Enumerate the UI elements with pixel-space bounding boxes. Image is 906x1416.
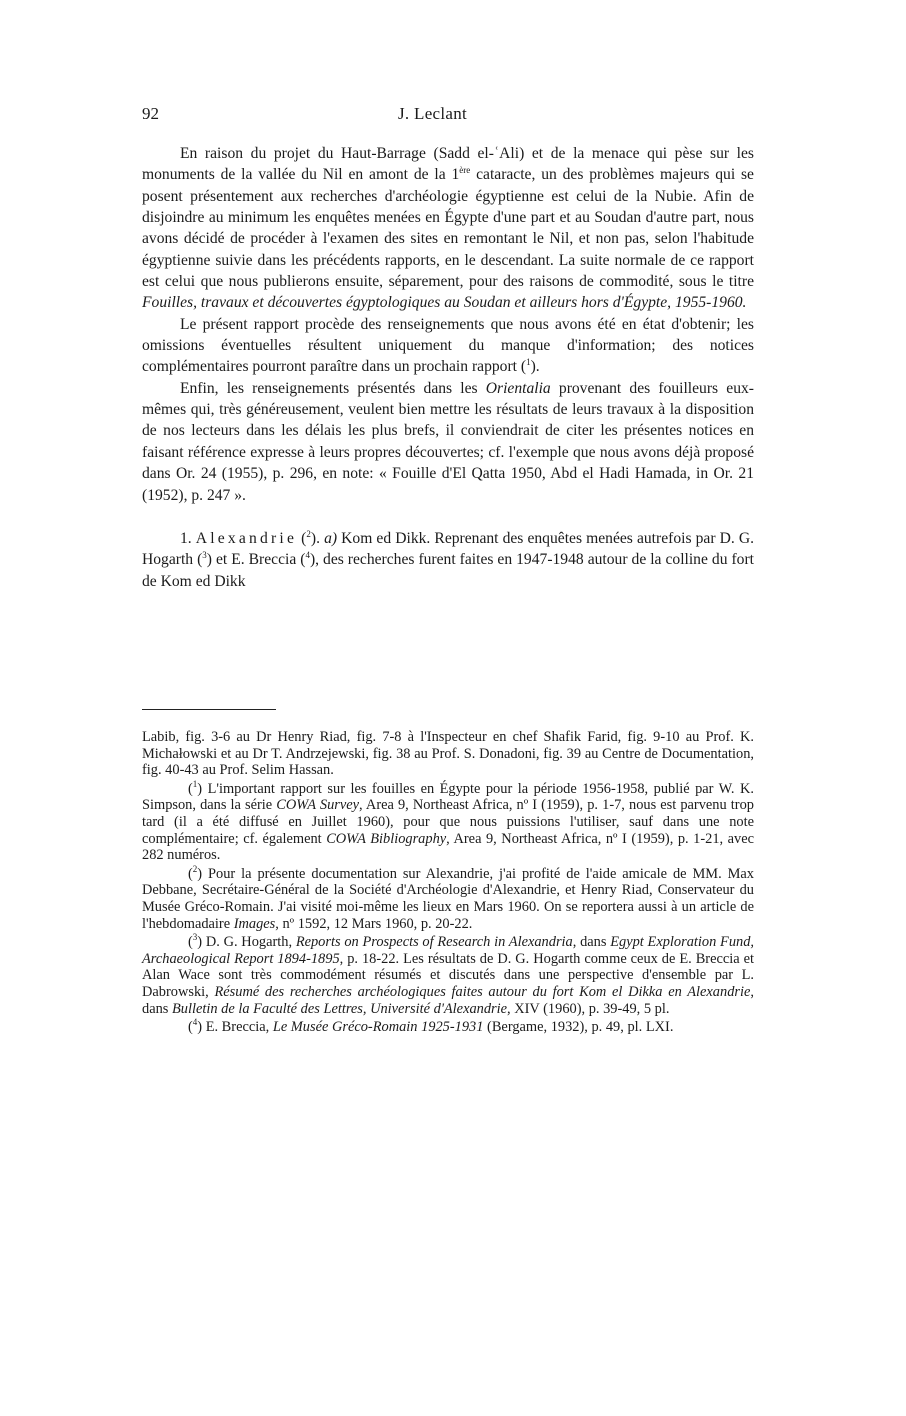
footnote-1: ($^1$) L'important rapport sur les fouilles en Égypte pour la période 1956-1958, publié par W. K. Simpson, dans la série COWA Survey, Area 9, Northeast Africa, nº I (1959), p. 1-7, nous est parvenu trop tard (il a été diffusé en Juillet 1960), pour que nous puissions l'utiliser, sauf dans une note complémentaire; cf. également COWA Bibliography, Area 9, Northeast Africa, nº I (1959), p. 1-21, avec 282 numéros. xyxy=(142,778,755,864)
main-text xyxy=(142,143,754,592)
footnote-2: ($^2$) Pour la présente documentation sur Alexandrie, j'ai profité de l'aide amicale de MM. Max Debbane, Secrétaire-Général de la Société d'Archéologie d'Alexandrie, et Henry Riad, Conservateur du Musée Gréco-Romain. J'ai visité moi-même les lieux en Mars 1960. On se reportera aussi à un article de l'hebdomadaire Images, nº 1592, 12 Mars 1960, p. 20-22. xyxy=(142,863,754,932)
section-alexandrie: 1. Alexandrie ($^2$). a) Kom ed Dikk. Reprenant des enquêtes menées autrefois par D. G. Hogarth ($^3$) et E. Breccia ($^4$), des recherches furent faites en 1947-1948 autour de la colline du fort de Kom ed Dikk xyxy=(142,528,755,590)
paragraph-intro: En raison du projet du Haut-Barrage (Sadd el-ʿAli) et de la menace qui pèse sur les monuments de la vallée du Nil en amont de la 1ère cataracte, un des problèmes majeurs qui se posent présentement aux recherches d'archéologie égyptienne est celui de la Nubie. Afin de disjoindre au minimum les enquêtes menées en Égypte d'une part et au Soudan d'autre part, nous avons décidé de procéder à l'examen des sites en remontant le Nil, et non pas, selon l'habitude égyptienne suivie dans les précédents rapports, en le descendant. La suite normale de ce rapport est celui que nous publierons ensuite, séparement, pour des raisons de commodité, sous le titre Fouilles, travaux et découvertes égyptologiques au Soudan et ailleurs hors d'Égypte, 1955-1960. xyxy=(142,145,754,312)
page-number: 92 xyxy=(142,104,159,123)
page-header xyxy=(142,104,754,128)
footnote-3: ($^3$) D. G. Hogarth, Reports on Prospects of Research in Alexandria, dans Egypt Exploration Fund, Archaeological Report 1894-1895, p. 18-22. Les résultats de D. G. Hogarth comme ceux de E. Breccia et Alan Wace sont très commodément résumés et discutés dans une perspective d'ensemble par L. Dabrowski, Résumé des recherches archéologiques faites autour du fort Kom el Dikka en Alexandrie, dans Bulletin de la Faculté des Lettres, Université d'Alexandrie, XIV (1960), p. 39-49, 5 pl. xyxy=(142,932,754,1017)
footnote-4: ($^4$) E. Breccia, Le Musée Gréco-Romain 1925-1931 (Bergame, 1932), p. 49, pl. LXI. xyxy=(188,1017,674,1036)
footnote-ref: 3 xyxy=(202,550,207,561)
footnotes xyxy=(142,729,754,1036)
footnote-ref: 2 xyxy=(306,528,311,539)
section-title: Alexandrie xyxy=(195,529,298,547)
running-head-author: J. Leclant xyxy=(398,104,468,123)
footnote-continuation: Labib, fig. 3-6 au Dr Henry Riad, fig. 7-8 à l'Inspecteur en chef Shafik Farid, fig. 9-10 au Prof. K. Michałowski et au Dr T. Andrzejewski, fig. 38 au Prof. S. Donadoni, fig. 39 au Centre de Documentation, fig. 40-43 au Prof. Selim Hassan. xyxy=(142,729,754,779)
footnote-separator xyxy=(142,709,276,710)
footnote-ref: 4 xyxy=(305,550,310,561)
paragraph-scope: Le présent rapport procède des renseignements que nous avons été en état d'obtenir; les omissions éventuelles résultent uniquement du manque d'information; des notices complémentaires pourront paraître dans un prochain rapport ($^1$). xyxy=(142,315,754,376)
footnote-ref: 1 xyxy=(526,357,531,368)
paragraph-citation: Enfin, les renseignements présentés dans les Orientalia provenant des fouilleurs eux-mêmes qui, très généreusement, veulent bien mettre les résultats de leurs travaux à la disposition de nos lecteurs dans les délais les plus brefs, il conviendrait de citer les présentes notices en faisant référence expresse à leurs propres découvertes; cf. l'exemple que nous avons déjà proposé dans Or. 24 (1955), p. 296, en note: « Fouille d'El Qatta 1950, Abd el Hadi Hamada, in Or. 21 (1952), p. 247 ». xyxy=(142,379,754,504)
